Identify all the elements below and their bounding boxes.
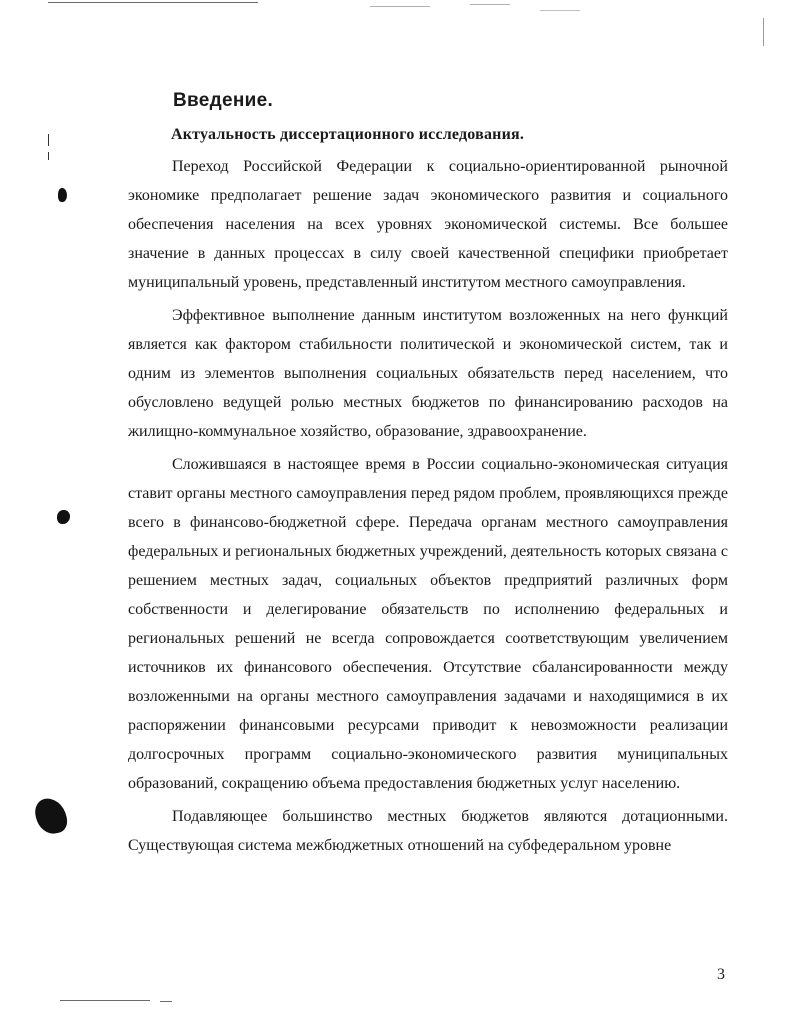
page-number: 3 [717,966,725,983]
section-subheading: Актуальность диссертационного исследования. [171,126,525,143]
scan-artifact-right-line [763,18,764,46]
scan-artifact-bottom-line [160,1001,172,1002]
body-text [128,152,728,864]
paragraph: Эффективное выполнение данным институтом возложенных на него функций является как фактором стабильности политической и экономической систем, так и одним из элементов выполнения социальных обязательств перед населением, что обусловлено ведущей ролью местных бюджетов по финансированию расходов на жилищно-коммунальное хозяйство, образование, здравоохранение. [128,307,728,440]
scan-artifact-top-line [370,6,430,7]
punch-hole-blot [57,510,70,524]
section-heading: Введение. [173,90,274,111]
paragraph: Сложившаяся в настоящее время в России социально-экономическая ситуация ставит органы местного самоуправления перед рядом проблем, проявляющихся прежде всего в финансово-бюджетной сфере. Передача органам местного самоуправления федеральных и региональных бюджетных учреждений, деятельность которых связана с решением местных задач, социальных объектов предприятий различных форм собственности и делегирование обязательств по исполнению федеральных и региональных решений не всегда сопровождается соответствующим увеличением источников их финансового обеспечения. Отсутствие сбалансированности между возложенными на органы местного самоуправления задачами и находящимися в их распоряжении финансовыми ресурсами приводит к невозможности реализации долгосрочных программ социально-экономического развития муниципальных образований, сокращению объема предоставления бюджетных услуг населению. [128,456,728,792]
punch-hole-blot [58,188,67,202]
paragraph: Подавляющее большинство местных бюджетов являются дотационными. Существующая система межбюджетных отношений на субфедеральном уровне [128,808,728,854]
scan-artifact-top-line [48,2,258,3]
paragraph: Переход Российской Федерации к социально-ориентированной рыночной экономике предполагает решение задач экономического развития и социального обеспечения населения на всех уровнях экономической системы. Все большее значение в данных процессах в силу своей качественной специфики приобретает муниципальный уровень, представленный институтом местного самоуправления. [128,158,728,291]
punch-hole-blot [33,795,70,836]
scan-artifact-left-tick [48,152,49,160]
scan-artifact-top-line [470,4,510,5]
scan-artifact-left-tick [48,134,49,146]
scan-artifact-bottom-line [60,1000,150,1001]
scan-artifact-top-line [540,10,580,11]
